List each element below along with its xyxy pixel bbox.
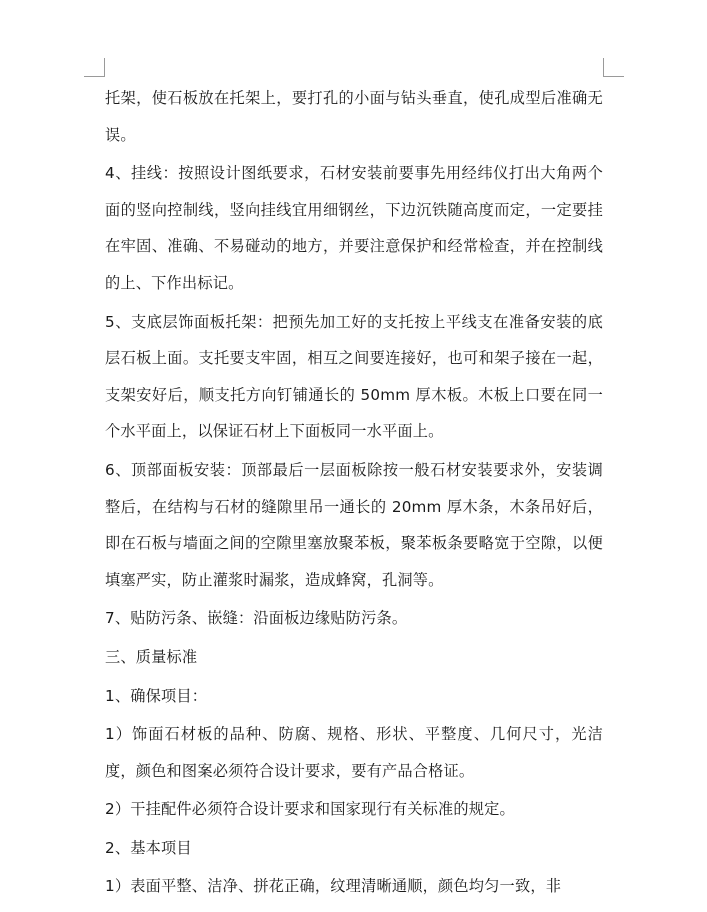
subheading-guaranteed-items: 1、确保项目： — [105, 686, 208, 705]
paragraph-step-7-antifouling: 7、贴防污条、嵌缝：沿面板边缘贴防污条。 — [105, 609, 408, 628]
crop-mark-top-right — [603, 58, 624, 77]
paragraph-step-4-hang-lines: 4、挂线：按照设计图纸要求，石材安装前要事先用经纬仪打出大角两个面的竖向控制线，竖向挂线宜用细钢丝，下边沉铁随高度而定，一定要挂在牢固、准确、不易碰动的地方，并要注意保护和经常检查，并在控制线的上、下作出标记。 — [105, 164, 603, 292]
crop-mark-top-left — [84, 58, 105, 77]
list-item-hanging-fittings: 2）干挂配件必须符合设计要求和国家现行有关标准的规定。 — [105, 800, 515, 819]
paragraph-step-5-bottom-bracket: 5、支底层饰面板托架：把预先加工好的支托按上平线支在准备安装的底层石板上面。支托要支牢固，相互之间要连接好，也可和架子接在一起，支架安好后，顺支托方向钉铺通长的 50mm 厚木板。木板上口要在同一个水平面上，以保证石材上下面板同一水平面上。 — [105, 312, 603, 441]
subheading-basic-items: 2、基本项目 — [105, 838, 192, 857]
list-item-stone-panel-requirements: 1）饰面石材板的品种、防腐、规格、形状、平整度、几何尺寸，光洁度，颜色和图案必须符合设计要求，要有产品合格证。 — [105, 725, 603, 780]
paragraph-drilling-continued: 托架，使石板放在托架上，要打孔的小面与钻头垂直，使孔成型后准确无误。 — [105, 89, 603, 144]
section-heading-quality-standard: 三、质量标准 — [105, 647, 198, 666]
document-body — [105, 80, 603, 907]
paragraph-step-6-top-panel: 6、顶部面板安装：顶部最后一层面板除按一般石材安装要求外，安装调整后，在结构与石材的缝隙里吊一通长的 20mm 厚木条，木条吊好后，即在石板与墙面之间的空隙里塞放聚苯板，聚苯板条要略宽于空隙，以便填塞严实，防止灌浆时漏浆，造成蜂窝，孔洞等。 — [105, 460, 603, 589]
list-item-surface-flatness: 1）表面平整、洁净、拼花正确，纹理清晰通顺，颜色均匀一致，非 — [105, 877, 562, 896]
